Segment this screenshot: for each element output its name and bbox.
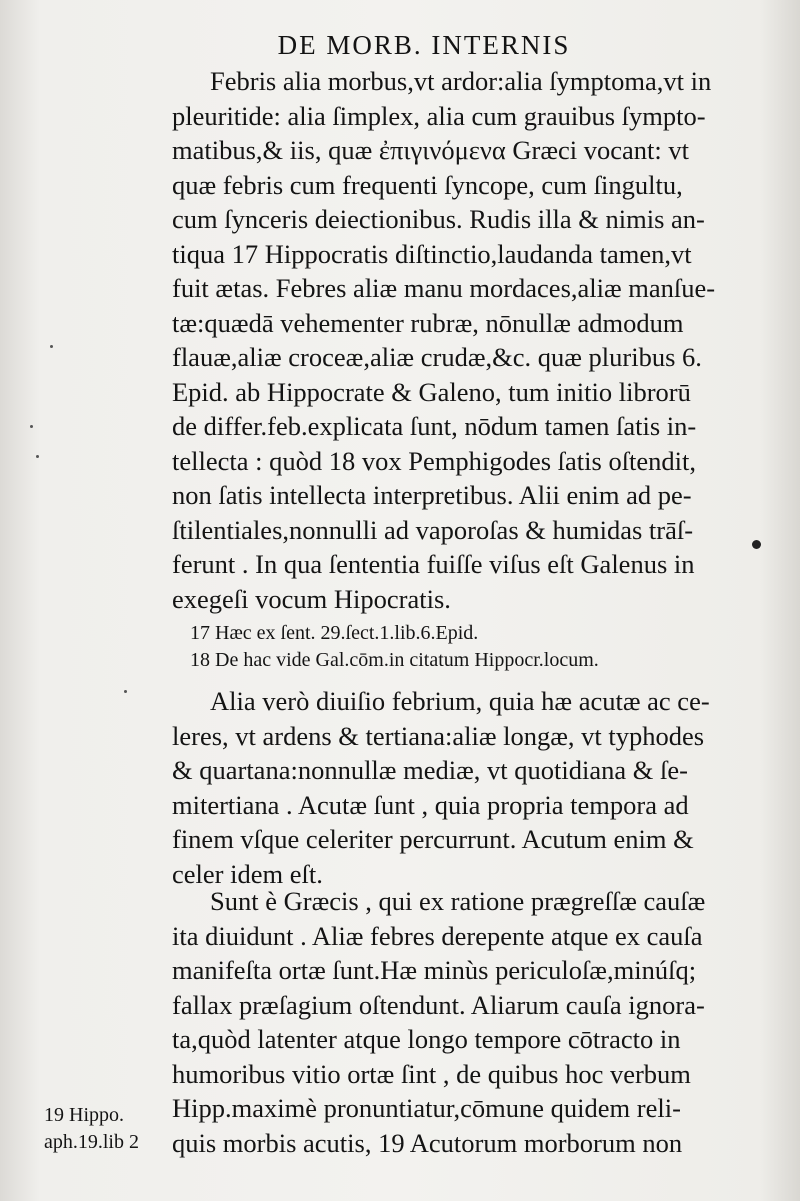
- text-line: cum ſynceris deiectionibus. Rudis illa & nimis an-: [172, 204, 705, 234]
- paragraph-alia-divisio: [172, 684, 750, 891]
- text-line: humoribus vitio ortæ ſint , de quibus hoc verbum: [172, 1058, 691, 1089]
- text-line: Febris alia morbus,vt ardor:alia ſymptoma,vt in: [210, 66, 712, 96]
- text-line: tellecta : quòd 18 vox Pemphigodes ſatis oſtendit,: [172, 445, 697, 476]
- text-line: manifeſta ortæ ſunt.Hæ minùs periculoſæ,minúſq;: [172, 955, 697, 985]
- paper-speck: [124, 690, 127, 693]
- paper-speck: [30, 425, 33, 428]
- text-line: & quartana:nonnullæ mediæ, vt quotidiana & ſe-: [172, 755, 688, 785]
- text-line: ita diuidunt . Aliæ febres derepente atque ex cauſa: [172, 920, 703, 951]
- text-line: de differ.feb.explicata ſunt, nōdum tamen ſatis in-: [172, 411, 697, 441]
- footnotes: [172, 620, 750, 674]
- text-line: tæ:quædā vehementer rubræ, nōnullæ admodum: [172, 307, 684, 338]
- ink-blot: [752, 540, 761, 549]
- paper-speck: [36, 455, 39, 458]
- text-line: Sunt è Græcis , qui ex ratione prægreſſæ cauſæ: [210, 886, 706, 916]
- text-line: Hipp.maximè pronuntiatur,cōmune quidem reli-: [172, 1093, 681, 1123]
- text-line: Alia verò diuiſio febrium, quia hæ acutæ ac ce-: [210, 686, 710, 716]
- text-line: Epid. ab Hippocrate & Galeno, tum initio librorū: [172, 376, 691, 407]
- text-line: fuit ætas. Febres aliæ manu mordaces,aliæ manſue-: [172, 273, 716, 303]
- text-line: non ſatis intellecta interpretibus. Alii enim ad pe-: [172, 480, 692, 510]
- text-line: matibus,& iis, quæ ἐπιγινόμενα Græci vocant: vt: [172, 135, 690, 165]
- text-line: fallax præſagium oſtendunt. Aliarum cauſa ignora-: [172, 989, 705, 1020]
- margin-note-line: aph.19.lib 2: [44, 1131, 139, 1153]
- margin-note-19: [44, 1102, 172, 1156]
- text-line: exegeſi vocum Hipocratis.: [172, 583, 451, 614]
- text-line: leres, vt ardens & tertiana:aliæ longæ, vt typhodes: [172, 720, 705, 751]
- paragraph-sunt-e-graecis: [172, 884, 750, 1160]
- text-line: ta,quòd latenter atque longo tempore cōtracto in: [172, 1024, 681, 1054]
- text-line: pleuritide: alia ſimplex, alia cum grauibus ſympto-: [172, 100, 706, 131]
- paragraph-febris: [172, 64, 750, 616]
- text-line: quæ febris cum frequenti ſyncope, cum ſingultu,: [172, 169, 683, 200]
- footnote-17: 17 Hæc ex ſent. 29.ſect.1.lib.6.Epid.: [190, 622, 479, 644]
- running-header: DE MORB. INTERNIS: [277, 30, 571, 60]
- text-line: finem vſque celeriter percurrunt. Acutum enim &: [172, 824, 694, 854]
- margin-note-line: 19 Hippo.: [44, 1104, 124, 1126]
- footnote-18: 18 De hac vide Gal.cōm.in citatum Hippocr.locum.: [190, 649, 599, 671]
- text-line: celer idem eſt.: [172, 858, 323, 889]
- text-line: ferunt . In qua ſententia fuiſſe viſus eſt Galenus in: [172, 549, 695, 579]
- text-line: tiqua 17 Hippocratis diſtinctio,laudanda tamen,vt: [172, 238, 692, 269]
- text-line: ſtilentiales,nonnulli ad vaporoſas & humidas trāſ-: [172, 514, 694, 545]
- paper-speck: [50, 345, 53, 348]
- text-line: flauæ,aliæ croceæ,aliæ crudæ,&c. quæ pluribus 6.: [172, 342, 702, 372]
- text-line: mitertiana . Acutæ ſunt , quia propria tempora ad: [172, 789, 689, 820]
- text-line: quis morbis acutis, 19 Acutorum morborum non: [172, 1127, 683, 1158]
